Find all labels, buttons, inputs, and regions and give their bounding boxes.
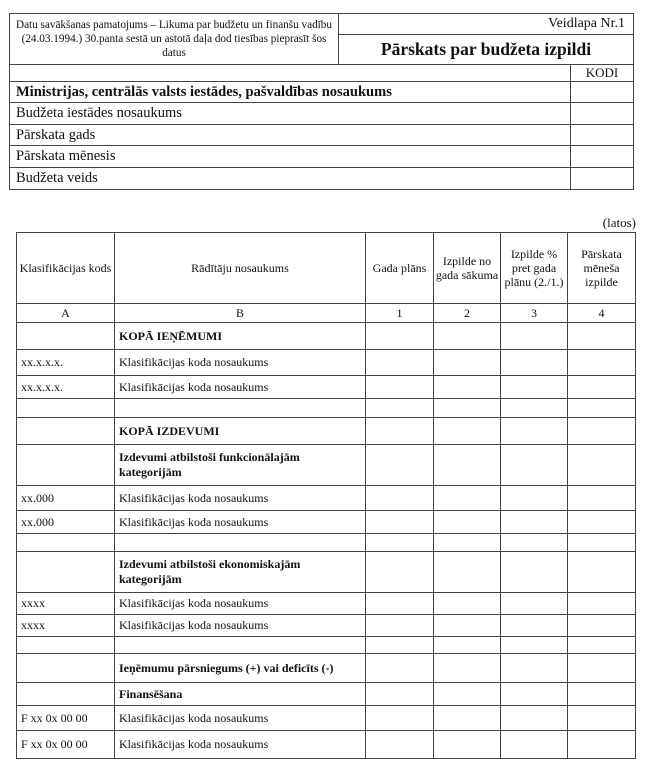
execution-percent-cell[interactable] (501, 615, 568, 637)
month-execution-cell[interactable] (568, 376, 636, 399)
indicator-name (115, 637, 366, 654)
annual-plan-cell[interactable] (366, 593, 434, 615)
execution-percent-cell[interactable] (501, 350, 568, 376)
currency-units: (latos) (602, 215, 636, 230)
column-header-annual-plan: Gada plāns (366, 233, 434, 304)
indicator-name: Klasifikācijas koda nosaukums (115, 731, 366, 759)
month-execution-cell[interactable] (568, 399, 636, 418)
annual-plan-cell[interactable] (366, 534, 434, 552)
ytd-execution-cell[interactable] (434, 445, 501, 486)
ytd-execution-cell[interactable] (434, 486, 501, 511)
column-header-indicator: Rādītāju nosaukums (115, 233, 366, 304)
ytd-execution-cell[interactable] (434, 706, 501, 731)
ytd-execution-cell[interactable] (434, 534, 501, 552)
annual-plan-cell[interactable] (366, 399, 434, 418)
table-row (17, 731, 636, 759)
annual-plan-cell[interactable] (366, 615, 434, 637)
month-execution-cell[interactable] (568, 637, 636, 654)
ytd-execution-cell[interactable] (434, 399, 501, 418)
table-row (17, 350, 636, 376)
execution-percent-cell[interactable] (501, 654, 568, 683)
annual-plan-cell[interactable] (366, 418, 434, 445)
institution-name-label: Budžeta iestādes nosaukums (10, 103, 571, 125)
annual-plan-cell[interactable] (366, 376, 434, 399)
annual-plan-cell[interactable] (366, 731, 434, 759)
indicator-name: Klasifikācijas koda nosaukums (115, 376, 366, 399)
table-row (17, 654, 636, 683)
classification-code (17, 637, 115, 654)
execution-percent-cell[interactable] (501, 511, 568, 534)
ytd-execution-cell[interactable] (434, 418, 501, 445)
form-number: Veidlapa Nr.1 (339, 14, 634, 35)
month-execution-cell[interactable] (568, 445, 636, 486)
classification-code (17, 323, 115, 350)
header-spacer-cell (10, 65, 571, 82)
budget-execution-table (16, 232, 636, 759)
column-header-month-execution: Pārskata mēneša izpilde (568, 233, 636, 304)
indicator-name: Klasifikācijas koda nosaukums (115, 706, 366, 731)
report-year-label: Pārskata gads (10, 125, 571, 146)
budget-type-label: Budžeta veids (10, 168, 571, 190)
column-letter: A (17, 304, 115, 323)
classification-code (17, 418, 115, 445)
classification-code (17, 534, 115, 552)
ytd-execution-cell[interactable] (434, 323, 501, 350)
table-body (17, 323, 636, 759)
table-row (17, 323, 636, 350)
execution-percent-cell[interactable] (501, 637, 568, 654)
table-row (17, 376, 636, 399)
column-letter: 4 (568, 304, 636, 323)
execution-percent-cell[interactable] (501, 683, 568, 706)
annual-plan-cell[interactable] (366, 445, 434, 486)
indicator-name: Klasifikācijas koda nosaukums (115, 350, 366, 376)
month-execution-cell[interactable] (568, 486, 636, 511)
report-month-label: Pārskata mēnesis (10, 146, 571, 168)
report-month-code-field[interactable] (571, 146, 634, 168)
classification-code (17, 445, 115, 486)
execution-percent-cell[interactable] (501, 706, 568, 731)
annual-plan-cell[interactable] (366, 637, 434, 654)
budget-type-code-field[interactable] (571, 168, 634, 190)
ytd-execution-cell[interactable] (434, 552, 501, 593)
table-row (17, 445, 636, 486)
indicator-name: Ieņēmumu pārsniegums (+) vai deficīts (-) (115, 654, 366, 683)
month-execution-cell[interactable] (568, 615, 636, 637)
annual-plan-cell[interactable] (366, 486, 434, 511)
legal-basis-text: Datu savākšanas pamatojums – Likuma par budžetu un finanšu vadību (24.03.1994.) 30.panta sestā un astotā daļa dod tiesības pieprasīt šos datus (10, 14, 339, 65)
indicator-name (115, 534, 366, 552)
ytd-execution-cell[interactable] (434, 654, 501, 683)
table-row (17, 511, 636, 534)
classification-code (17, 654, 115, 683)
month-execution-cell[interactable] (568, 418, 636, 445)
execution-percent-cell[interactable] (501, 323, 568, 350)
classification-code: F xx 0x 00 00 (17, 706, 115, 731)
column-letter: 3 (501, 304, 568, 323)
column-header-execution-percent: Izpilde % pret gada plānu (2./1.) (501, 233, 568, 304)
column-letter: 2 (434, 304, 501, 323)
table-row (17, 637, 636, 654)
table-row (17, 486, 636, 511)
ytd-execution-cell[interactable] (434, 637, 501, 654)
execution-percent-cell[interactable] (501, 399, 568, 418)
table-row (17, 683, 636, 706)
annual-plan-cell[interactable] (366, 350, 434, 376)
indicator-name (115, 399, 366, 418)
ytd-execution-cell[interactable] (434, 511, 501, 534)
ytd-execution-cell[interactable] (434, 593, 501, 615)
ministry-code-field[interactable] (571, 82, 634, 103)
classification-code (17, 399, 115, 418)
month-execution-cell[interactable] (568, 593, 636, 615)
execution-percent-cell[interactable] (501, 593, 568, 615)
table-row (17, 534, 636, 552)
execution-percent-cell[interactable] (501, 552, 568, 593)
ministry-name-label: Ministrijas, centrālās valsts iestādes, pašvaldības nosaukums (10, 82, 571, 103)
indicator-name: Klasifikācijas koda nosaukums (115, 593, 366, 615)
indicator-name: Finansēšana (115, 683, 366, 706)
month-execution-cell[interactable] (568, 654, 636, 683)
indicator-name: KOPĀ IEŅĒMUMI (115, 323, 366, 350)
classification-code: xxxx (17, 593, 115, 615)
annual-plan-cell[interactable] (366, 511, 434, 534)
execution-percent-cell[interactable] (501, 486, 568, 511)
annual-plan-cell[interactable] (366, 552, 434, 593)
column-header-code: Klasifikācijas kods (17, 233, 115, 304)
column-letter: 1 (366, 304, 434, 323)
classification-code: xx.x.x.x. (17, 376, 115, 399)
classification-code: xxxx (17, 615, 115, 637)
ytd-execution-cell[interactable] (434, 350, 501, 376)
report-header-table (9, 13, 634, 190)
month-execution-cell[interactable] (568, 350, 636, 376)
indicator-name: Klasifikācijas koda nosaukums (115, 486, 366, 511)
indicator-name: Klasifikācijas koda nosaukums (115, 615, 366, 637)
report-year-code-field[interactable] (571, 125, 634, 146)
execution-percent-cell[interactable] (501, 731, 568, 759)
indicator-name: Klasifikācijas koda nosaukums (115, 511, 366, 534)
classification-code: xx.000 (17, 486, 115, 511)
annual-plan-cell[interactable] (366, 323, 434, 350)
classification-code: xx.000 (17, 511, 115, 534)
indicator-name: Izdevumi atbilstoši ekonomiskajām kategorijām (115, 552, 366, 593)
annual-plan-cell[interactable] (366, 706, 434, 731)
execution-percent-cell[interactable] (501, 418, 568, 445)
institution-code-field[interactable] (571, 103, 634, 125)
indicator-name: KOPĀ IZDEVUMI (115, 418, 366, 445)
report-title: Pārskats par budžeta izpildi (339, 35, 634, 65)
classification-code (17, 683, 115, 706)
table-row (17, 418, 636, 445)
month-execution-cell[interactable] (568, 731, 636, 759)
execution-percent-cell[interactable] (501, 445, 568, 486)
table-row (17, 399, 636, 418)
ytd-execution-cell[interactable] (434, 376, 501, 399)
column-header-ytd-execution: Izpilde no gada sākuma (434, 233, 501, 304)
execution-percent-cell[interactable] (501, 534, 568, 552)
execution-percent-cell[interactable] (501, 376, 568, 399)
month-execution-cell[interactable] (568, 534, 636, 552)
annual-plan-cell[interactable] (366, 683, 434, 706)
month-execution-cell[interactable] (568, 706, 636, 731)
month-execution-cell[interactable] (568, 683, 636, 706)
annual-plan-cell[interactable] (366, 654, 434, 683)
ytd-execution-cell[interactable] (434, 683, 501, 706)
table-row (17, 706, 636, 731)
ytd-execution-cell[interactable] (434, 731, 501, 759)
table-row (17, 552, 636, 593)
column-letter: B (115, 304, 366, 323)
classification-code: F xx 0x 00 00 (17, 731, 115, 759)
table-row (17, 593, 636, 615)
table-row (17, 615, 636, 637)
ytd-execution-cell[interactable] (434, 615, 501, 637)
indicator-name: Izdevumi atbilstoši funkcionālajām kategorijām (115, 445, 366, 486)
classification-code: xx.x.x.x. (17, 350, 115, 376)
month-execution-cell[interactable] (568, 552, 636, 593)
classification-code (17, 552, 115, 593)
month-execution-cell[interactable] (568, 511, 636, 534)
codes-column-header: KODI (571, 65, 634, 82)
month-execution-cell[interactable] (568, 323, 636, 350)
